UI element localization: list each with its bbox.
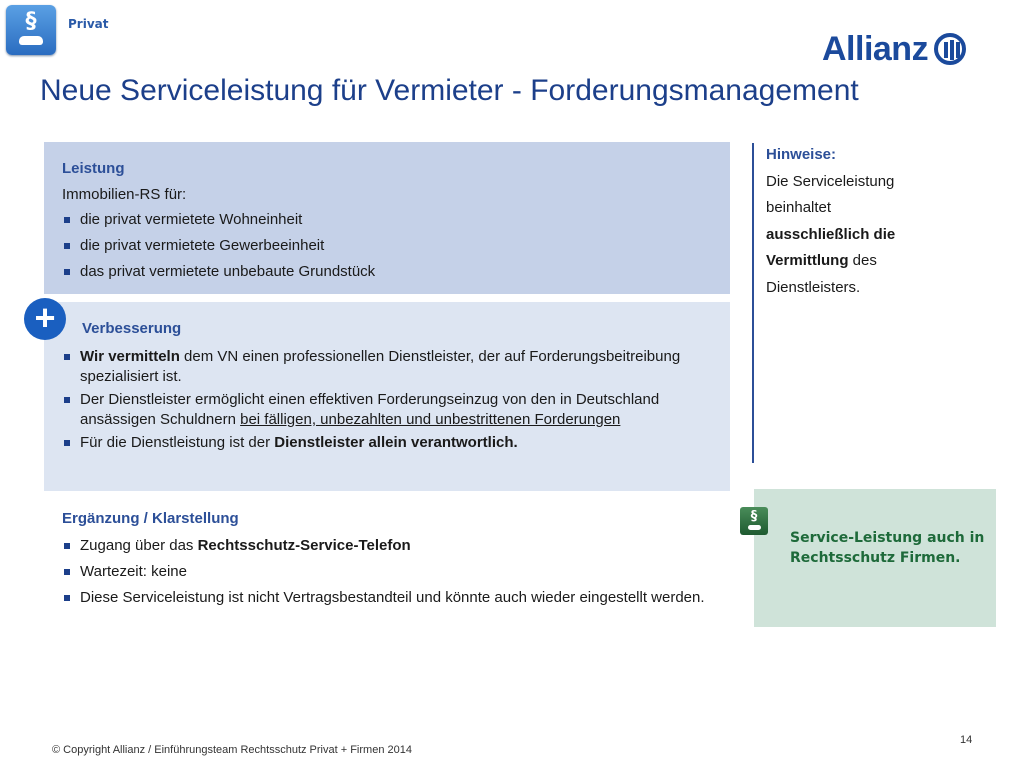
service-box-text: Service-Leistung auch in Rechtsschutz Firmen. [790,530,985,566]
item-text: Für die Dienstleistung ist der [80,434,275,451]
page-number: 14 [960,734,973,746]
list-item: das privat vermietete unbebaute Grundstück [62,262,712,282]
page-title: Neue Serviceleistung für Vermieter - Forderungsmanagement [40,74,859,107]
hinweise-bold: ausschließlich die Vermittlung [766,225,896,269]
hinweise-heading: Hinweise: [766,146,837,163]
list-item: die privat vermietete Gewerbeeinheit [62,236,712,256]
ergaenzung-list [62,536,728,608]
item-bold: Rechtsschutz-Service-Telefon [197,537,411,554]
leistung-intro: Immobilien-RS für: [62,186,187,203]
leistung-panel [44,142,730,294]
ergaenzung-heading: Ergänzung / Klarstellung [62,510,239,527]
verbesserung-list [62,347,702,453]
list-item [62,536,728,556]
list-item: die privat vermietete Wohneinheit [62,210,712,230]
leistung-list [62,210,712,282]
verbesserung-panel [44,302,730,491]
item-text: Zugang über das [80,537,198,554]
hinweise-box [766,142,936,301]
plus-icon: + [24,298,66,340]
hinweise-line: des Dienstleisters. [766,252,877,296]
item-underlined: bei fälligen, unbezahlten und unbestrittenen Forderungen [240,411,621,428]
item-text: Der Dienstleister ermöglicht einen effektiven Forderungseinzug von den in Deutschland ansässigen Schuldnern [80,391,660,428]
hinweise-text [766,169,936,302]
leistung-heading: Leistung [62,160,125,177]
firmen-paragraph-icon: § [740,507,768,535]
list-item: Wartezeit: keine [62,562,728,582]
allianz-logo [822,28,966,70]
item-bold: Wir vermitteln [80,348,180,365]
hinweise-line: Die Serviceleistung beinhaltet [766,172,895,216]
list-item: Diese Serviceleistung ist nicht Vertragsbestandteil und könnte auch wieder eingestellt werden. [62,588,728,608]
list-item [62,347,702,387]
allianz-eagle-icon [934,33,966,65]
logo-text: Allianz [822,29,929,68]
divider-line [752,143,754,463]
item-text: dem VN einen professionellen Dienstleister, der auf Forderungsbeitreibung spezialisiert ist. [80,348,681,385]
list-item [62,433,702,453]
footer-copyright: © Copyright Allianz / Einführungsteam Rechtsschutz Privat + Firmen 2014 [52,744,412,756]
privat-paragraph-icon: § [6,5,56,55]
section-label: Privat [68,17,109,31]
verbesserung-heading: Verbesserung [82,320,182,337]
list-item [62,390,702,430]
item-bold: Dienstleister allein verantwortlich. [274,434,518,451]
